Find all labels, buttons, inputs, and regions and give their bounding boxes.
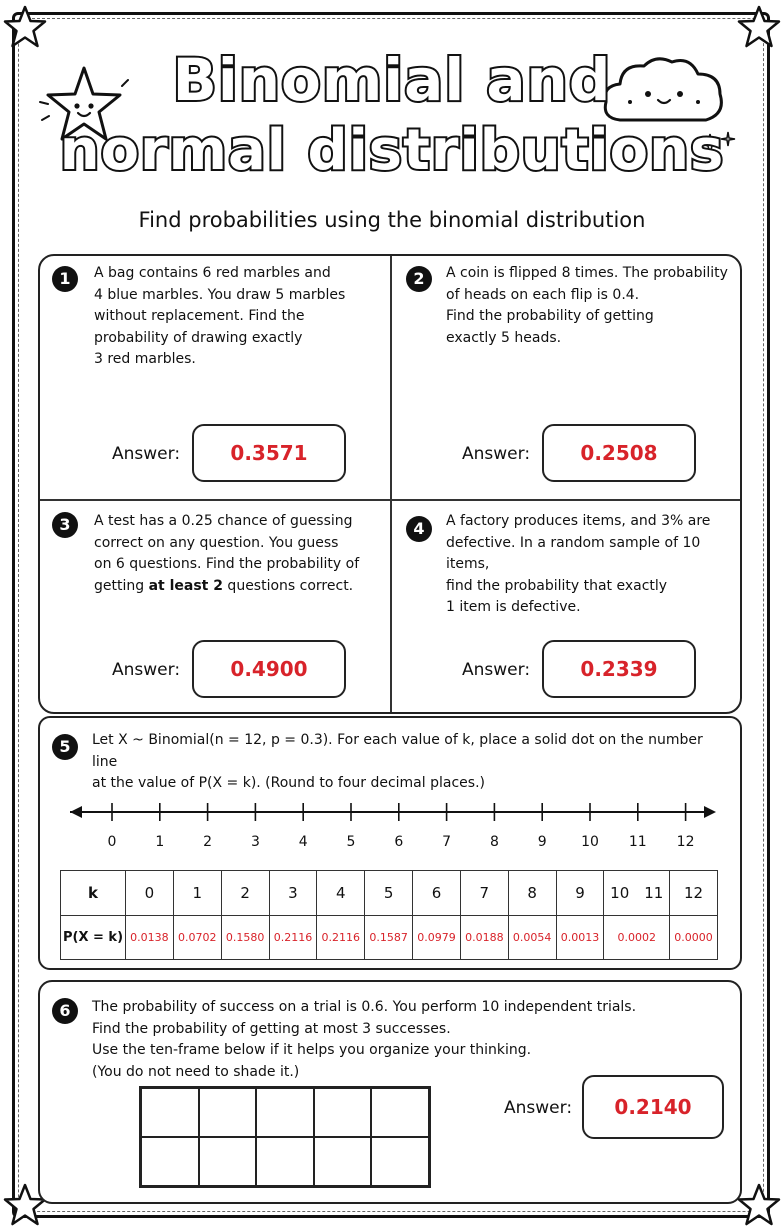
ten-frame-cell[interactable] bbox=[141, 1088, 199, 1137]
arrow-left-icon bbox=[70, 806, 82, 818]
arrow-right-icon bbox=[704, 806, 716, 818]
table-cell-k: 6 bbox=[413, 871, 461, 916]
ten-frame-cell[interactable] bbox=[371, 1088, 429, 1137]
number-line-label: 9 bbox=[537, 834, 547, 850]
table-cell-p: 0.1580 bbox=[221, 915, 269, 960]
number-line-label: 12 bbox=[676, 834, 695, 850]
ten-frame-cell[interactable] bbox=[199, 1137, 257, 1186]
ten-frame-cell[interactable] bbox=[199, 1088, 257, 1137]
ten-frame-cell[interactable] bbox=[314, 1137, 372, 1186]
answer-label-1: Answer: bbox=[112, 444, 181, 464]
ten-frame-cell[interactable] bbox=[256, 1137, 314, 1186]
question-6-text: The probability of success on a trial is 0.6. You perform 10 independent trials. Find the probability of getting at most 3 successes. Use the ten-frame below if it helps you organize your thinking. (You do not need to shade it.) bbox=[92, 999, 637, 1080]
table-cell-p: 0.2116 bbox=[317, 915, 365, 960]
answer-box-6: 0.2140 bbox=[582, 1075, 724, 1139]
star-icon bbox=[2, 4, 48, 50]
table-cell-p: 0.0013 bbox=[556, 915, 604, 960]
table-header-p: P(X = k) bbox=[61, 915, 126, 960]
question-3-text-part1: A test has a 0.25 chance of guessing correct on any question. You guess on 6 questions. Find the probability of getting bbox=[94, 513, 360, 594]
number-line-label: 8 bbox=[489, 834, 499, 850]
table-cell-k: 0 bbox=[126, 871, 174, 916]
number-line-label: 10 bbox=[581, 834, 599, 850]
answer-label-3: Answer: bbox=[112, 660, 181, 680]
table-cell-k: 10 11 bbox=[604, 871, 670, 916]
table-cell-p: 0.0000 bbox=[670, 915, 718, 960]
number-line-label: 1 bbox=[155, 834, 165, 850]
table-cell-k: 4 bbox=[317, 871, 365, 916]
number-line-label: 6 bbox=[394, 834, 404, 850]
ten-frame[interactable] bbox=[139, 1086, 431, 1188]
ten-frame-cell[interactable] bbox=[314, 1088, 372, 1137]
question-number-4: 4 bbox=[406, 516, 432, 542]
divider-horizontal bbox=[40, 499, 740, 501]
table-cell-k: 12 bbox=[670, 871, 718, 916]
answer-label-4: Answer: bbox=[462, 660, 531, 680]
question-number-3: 3 bbox=[52, 512, 78, 538]
table-cell-p: 0.0002 bbox=[604, 915, 670, 960]
table-cell-k: 5 bbox=[365, 871, 413, 916]
table-cell-k: 7 bbox=[460, 871, 508, 916]
number-line-label: 3 bbox=[250, 834, 260, 850]
table-header-k: k bbox=[61, 871, 126, 916]
table-cell-p: 0.0138 bbox=[126, 915, 174, 960]
table-cell-p: 0.0979 bbox=[413, 915, 461, 960]
number-line-label: 7 bbox=[442, 834, 452, 850]
table-cell-k: 3 bbox=[269, 871, 317, 916]
ten-frame-cell[interactable] bbox=[371, 1137, 429, 1186]
ten-frame-cell[interactable] bbox=[256, 1088, 314, 1137]
question-number-6: 6 bbox=[52, 998, 78, 1024]
question-number-2: 2 bbox=[406, 266, 432, 292]
ten-frame-cell[interactable] bbox=[141, 1137, 199, 1186]
answer-box-1: 0.3571 bbox=[192, 424, 346, 482]
number-line-label: 5 bbox=[346, 834, 356, 850]
question-number-5: 5 bbox=[52, 734, 78, 760]
page-title-line2: normal distributions bbox=[59, 118, 725, 183]
table-cell-p: 0.2116 bbox=[269, 915, 317, 960]
answer-label-2: Answer: bbox=[462, 444, 531, 464]
table-cell-p: 0.1587 bbox=[365, 915, 413, 960]
answer-box-2: 0.2508 bbox=[542, 424, 696, 482]
question-3-emphasis: at least 2 bbox=[148, 577, 223, 594]
answer-box-3: 0.4900 bbox=[192, 640, 346, 698]
star-icon bbox=[736, 4, 782, 50]
question-4-text: A factory produces items, and 3% are defective. In a random sample of 10 items, find the probability that exactly 1 item is defective. bbox=[446, 513, 711, 615]
question-2-text: A coin is flipped 8 times. The probability of heads on each flip is 0.4. Find the probability of getting exactly 5 heads. bbox=[446, 265, 728, 346]
probability-table bbox=[60, 870, 718, 960]
number-line-label: 0 bbox=[107, 834, 117, 850]
star-icon bbox=[736, 1182, 782, 1228]
table-cell-k: 9 bbox=[556, 871, 604, 916]
page-title-line1: Binomial and bbox=[172, 46, 612, 114]
number-line-label: 11 bbox=[628, 834, 647, 850]
page-subtitle: Find probabilities using the binomial distribution bbox=[138, 208, 646, 232]
table-cell-k: 1 bbox=[173, 871, 221, 916]
questions-1-4-card bbox=[38, 254, 742, 714]
question-5-text: Let X ~ Binomial(n = 12, p = 0.3). For each value of k, place a solid dot on the number line at the value of P(X = k). (Round to four decimal places.) bbox=[92, 732, 703, 791]
answer-label-6: Answer: bbox=[504, 1098, 573, 1118]
question-1-text: A bag contains 6 red marbles and 4 blue marbles. You draw 5 marbles without replacement. Find the probability of drawing exactly 3 red marbles. bbox=[94, 265, 346, 367]
number-line-label: 2 bbox=[203, 834, 213, 850]
table-cell-p: 0.0188 bbox=[460, 915, 508, 960]
divider-vertical bbox=[390, 256, 392, 712]
question-3-text bbox=[94, 511, 384, 597]
question-5-card bbox=[38, 716, 742, 970]
table-cell-p: 0.0702 bbox=[173, 915, 221, 960]
number-line[interactable] bbox=[40, 796, 744, 852]
table-cell-p: 0.0054 bbox=[508, 915, 556, 960]
question-3-text-part2: questions correct. bbox=[222, 577, 354, 594]
table-cell-k: 2 bbox=[221, 871, 269, 916]
question-6-card bbox=[38, 980, 742, 1204]
answer-box-4: 0.2339 bbox=[542, 640, 696, 698]
question-number-1: 1 bbox=[52, 266, 78, 292]
number-line-label: 4 bbox=[298, 834, 308, 850]
table-cell-k: 8 bbox=[508, 871, 556, 916]
